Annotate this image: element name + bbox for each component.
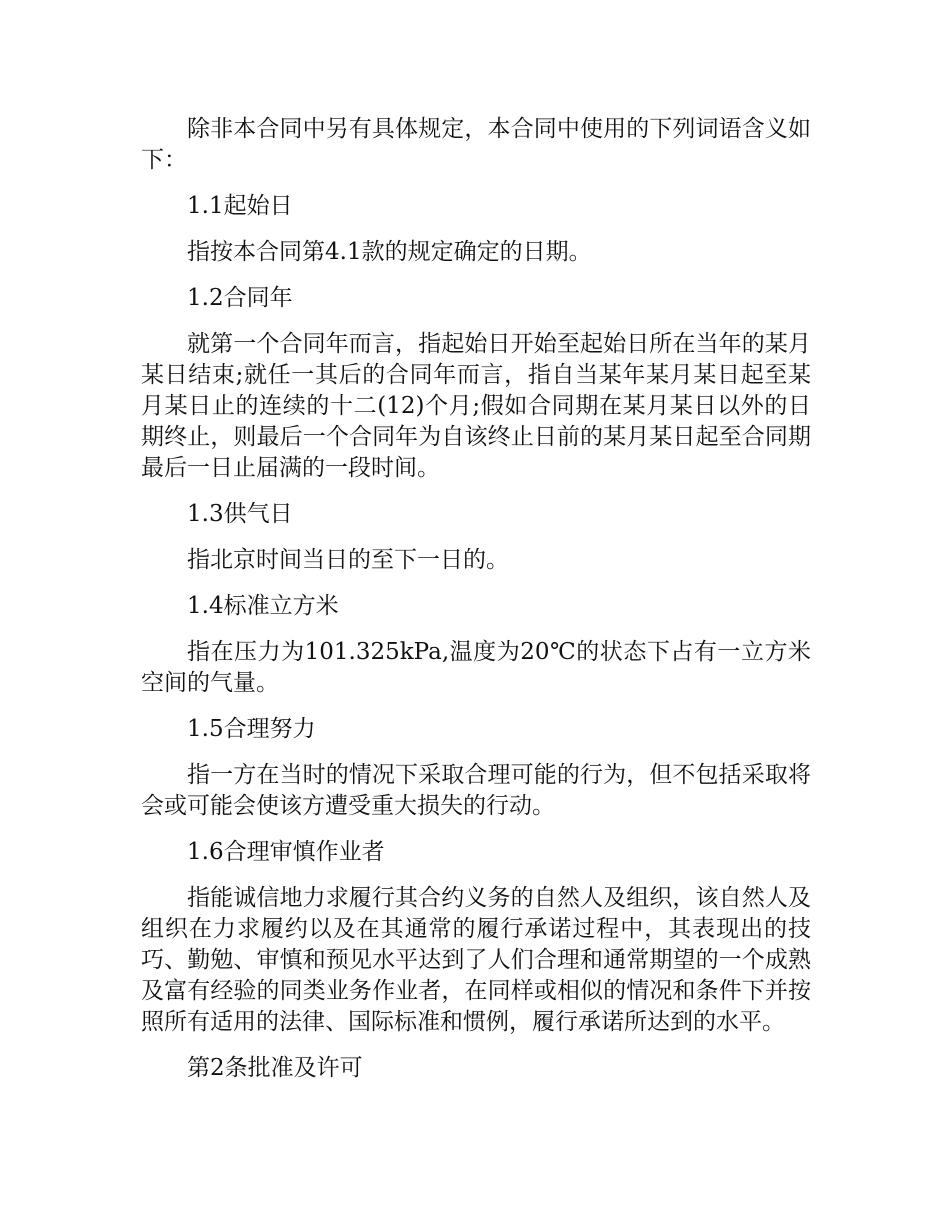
clause-heading-1-4: 1.4标准立方米: [187, 593, 339, 619]
clause-text-1-5: 指一方在当时的情况下采取合理可能的行为，但不包括采取将会或可能会使该方遭受重大损失的行动。: [141, 762, 811, 819]
intro-paragraph: 除非本合同中另有具体规定，本合同中使用的下列词语含义如下：: [141, 116, 811, 173]
clause-text-1-4: 指在压力为101.325kPa,温度为20℃的状态下占有一立方米空间的气量。: [141, 639, 811, 696]
clause-text-1-3: 指北京时间当日的至下一日的。: [187, 547, 509, 573]
article-heading-2: 第2条批准及许可: [187, 1055, 363, 1081]
clause-heading-1-6: 1.6合理审慎作业者: [187, 839, 385, 865]
clause-heading-1-1: 1.1起始日: [187, 193, 293, 219]
clause-text-1-1: 指按本合同第4.1款的规定确定的日期。: [187, 239, 592, 265]
clause-text-1-2: 就第一个合同年而言，指起始日开始至起始日所在当年的某月某日结束;就任一其后的合同年而言，指自当某年某月某日起至某月某日止的连续的十二(12)个月;假如合同期在某月某日以外的日期终止，则最后一个合同年为自该终止日前的某月某日起至合同期最后一日止届满的一段时间。: [141, 331, 811, 481]
clause-heading-1-3: 1.3供气日: [187, 501, 293, 527]
document-body: [141, 114, 811, 1099]
clause-text-1-6: 指能诚信地力求履行其合约义务的自然人及组织，该自然人及组织在力求履约以及在其通常的履行承诺过程中，其表现出的技巧、勤勉、审慎和预见水平达到了人们合理和通常期望的一个成熟及富有经验的同类业务作业者，在同样或相似的情况和条件下并按照所有适用的法律、国际标准和惯例，履行承诺所达到的水平。: [141, 885, 811, 1035]
clause-heading-1-5: 1.5合理努力: [187, 716, 316, 742]
clause-heading-1-2: 1.2合同年: [187, 285, 293, 311]
